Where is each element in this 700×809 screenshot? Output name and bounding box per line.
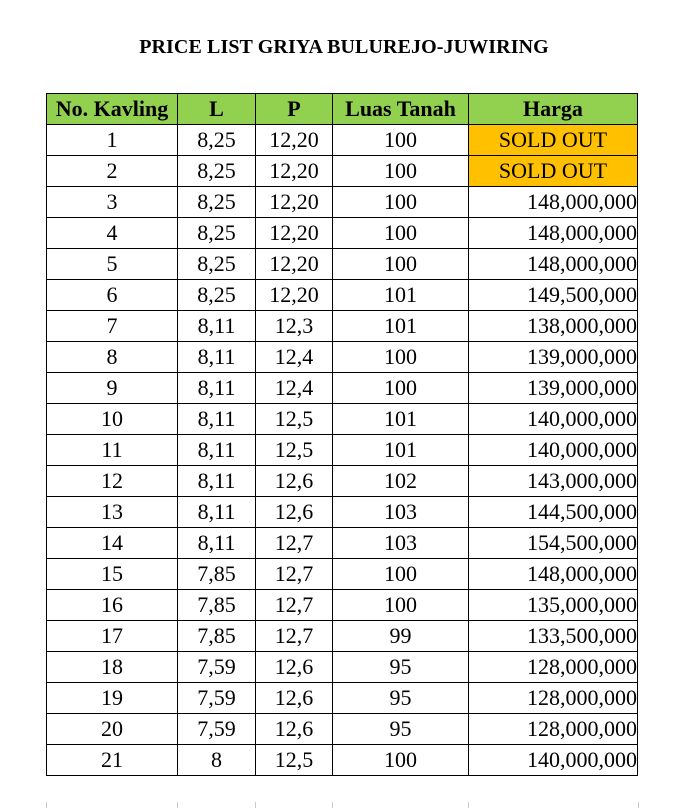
cell-harga-sold-out: SOLD OUT bbox=[469, 156, 638, 187]
cell-luas-tanah: 103 bbox=[333, 528, 469, 559]
price-table bbox=[46, 93, 638, 776]
table-row bbox=[47, 652, 638, 683]
cell-luas-tanah: 102 bbox=[333, 466, 469, 497]
table-row bbox=[47, 342, 638, 373]
cell-l: 8,11 bbox=[178, 373, 256, 404]
cell-l: 8 bbox=[178, 745, 256, 776]
cell-luas-tanah: 99 bbox=[333, 621, 469, 652]
cell-harga: 144,500,000 bbox=[469, 497, 638, 528]
cell-no-kavling: 19 bbox=[47, 683, 178, 714]
cell-l: 7,85 bbox=[178, 559, 256, 590]
cell-harga: 128,000,000 bbox=[469, 714, 638, 745]
cell-no-kavling: 2 bbox=[47, 156, 178, 187]
cell-no-kavling: 3 bbox=[47, 187, 178, 218]
cell-p: 12,7 bbox=[256, 621, 333, 652]
cell-l: 8,25 bbox=[178, 249, 256, 280]
cell-p: 12,20 bbox=[256, 218, 333, 249]
cell-p: 12,7 bbox=[256, 528, 333, 559]
cell-no-kavling: 14 bbox=[47, 528, 178, 559]
cell-l: 8,11 bbox=[178, 342, 256, 373]
gridline-tick bbox=[255, 802, 256, 808]
cell-luas-tanah: 101 bbox=[333, 280, 469, 311]
header-harga: Harga bbox=[469, 94, 638, 125]
cell-p: 12,5 bbox=[256, 435, 333, 466]
cell-harga-sold-out: SOLD OUT bbox=[469, 125, 638, 156]
cell-luas-tanah: 100 bbox=[333, 373, 469, 404]
cell-p: 12,7 bbox=[256, 559, 333, 590]
cell-l: 8,25 bbox=[178, 187, 256, 218]
cell-l: 8,11 bbox=[178, 435, 256, 466]
cell-harga: 154,500,000 bbox=[469, 528, 638, 559]
table-row bbox=[47, 621, 638, 652]
header-l: L bbox=[178, 94, 256, 125]
cell-harga: 140,000,000 bbox=[469, 745, 638, 776]
cell-harga: 148,000,000 bbox=[469, 249, 638, 280]
cell-no-kavling: 15 bbox=[47, 559, 178, 590]
table-row bbox=[47, 156, 638, 187]
cell-l: 8,11 bbox=[178, 404, 256, 435]
cell-p: 12,5 bbox=[256, 404, 333, 435]
cell-no-kavling: 11 bbox=[47, 435, 178, 466]
table-row bbox=[47, 373, 638, 404]
table-row bbox=[47, 249, 638, 280]
cell-no-kavling: 18 bbox=[47, 652, 178, 683]
cell-luas-tanah: 95 bbox=[333, 714, 469, 745]
cell-no-kavling: 4 bbox=[47, 218, 178, 249]
table-row bbox=[47, 497, 638, 528]
cell-p: 12,20 bbox=[256, 125, 333, 156]
table-row bbox=[47, 683, 638, 714]
cell-no-kavling: 1 bbox=[47, 125, 178, 156]
header-p: P bbox=[256, 94, 333, 125]
cell-p: 12,7 bbox=[256, 590, 333, 621]
cell-l: 7,85 bbox=[178, 621, 256, 652]
cell-harga: 148,000,000 bbox=[469, 218, 638, 249]
cell-no-kavling: 5 bbox=[47, 249, 178, 280]
cell-no-kavling: 8 bbox=[47, 342, 178, 373]
cell-l: 8,11 bbox=[178, 528, 256, 559]
cell-l: 8,11 bbox=[178, 311, 256, 342]
cell-harga: 139,000,000 bbox=[469, 373, 638, 404]
cell-luas-tanah: 100 bbox=[333, 156, 469, 187]
gridline-tick bbox=[638, 802, 639, 808]
table-row bbox=[47, 125, 638, 156]
cell-p: 12,20 bbox=[256, 156, 333, 187]
table-row bbox=[47, 280, 638, 311]
header-luas-tanah: Luas Tanah bbox=[333, 94, 469, 125]
cell-l: 8,11 bbox=[178, 466, 256, 497]
cell-l: 8,11 bbox=[178, 497, 256, 528]
cell-luas-tanah: 100 bbox=[333, 249, 469, 280]
cell-luas-tanah: 100 bbox=[333, 745, 469, 776]
cell-p: 12,20 bbox=[256, 249, 333, 280]
cell-l: 7,85 bbox=[178, 590, 256, 621]
cell-l: 8,25 bbox=[178, 125, 256, 156]
cell-luas-tanah: 100 bbox=[333, 218, 469, 249]
cell-luas-tanah: 101 bbox=[333, 311, 469, 342]
page-title: PRICE LIST GRIYA BULUREJO-JUWIRING bbox=[139, 36, 549, 58]
cell-luas-tanah: 100 bbox=[333, 187, 469, 218]
cell-harga: 133,500,000 bbox=[469, 621, 638, 652]
table-row bbox=[47, 590, 638, 621]
header-row bbox=[47, 94, 638, 125]
cell-harga: 143,000,000 bbox=[469, 466, 638, 497]
cell-p: 12,20 bbox=[256, 187, 333, 218]
cell-l: 8,25 bbox=[178, 280, 256, 311]
cell-no-kavling: 9 bbox=[47, 373, 178, 404]
sheet-gridline-ticks bbox=[46, 802, 641, 808]
table-row bbox=[47, 218, 638, 249]
cell-p: 12,4 bbox=[256, 373, 333, 404]
cell-l: 8,25 bbox=[178, 156, 256, 187]
cell-harga: 128,000,000 bbox=[469, 683, 638, 714]
cell-harga: 139,000,000 bbox=[469, 342, 638, 373]
cell-luas-tanah: 101 bbox=[333, 435, 469, 466]
cell-p: 12,6 bbox=[256, 652, 333, 683]
cell-luas-tanah: 100 bbox=[333, 559, 469, 590]
cell-luas-tanah: 101 bbox=[333, 404, 469, 435]
table-row bbox=[47, 435, 638, 466]
cell-p: 12,3 bbox=[256, 311, 333, 342]
cell-l: 7,59 bbox=[178, 714, 256, 745]
cell-no-kavling: 16 bbox=[47, 590, 178, 621]
cell-no-kavling: 17 bbox=[47, 621, 178, 652]
cell-no-kavling: 6 bbox=[47, 280, 178, 311]
cell-harga: 149,500,000 bbox=[469, 280, 638, 311]
cell-harga: 138,000,000 bbox=[469, 311, 638, 342]
cell-luas-tanah: 95 bbox=[333, 652, 469, 683]
cell-harga: 148,000,000 bbox=[469, 187, 638, 218]
table-row bbox=[47, 745, 638, 776]
cell-p: 12,4 bbox=[256, 342, 333, 373]
table-row bbox=[47, 714, 638, 745]
table-row bbox=[47, 404, 638, 435]
table-body bbox=[47, 125, 638, 776]
cell-luas-tanah: 100 bbox=[333, 590, 469, 621]
cell-p: 12,5 bbox=[256, 745, 333, 776]
cell-p: 12,6 bbox=[256, 714, 333, 745]
gridline-tick bbox=[468, 802, 469, 808]
header-no-kavling: No. Kavling bbox=[47, 94, 178, 125]
cell-p: 12,20 bbox=[256, 280, 333, 311]
table-row bbox=[47, 466, 638, 497]
gridline-tick bbox=[177, 802, 178, 808]
cell-harga: 128,000,000 bbox=[469, 652, 638, 683]
table-row bbox=[47, 311, 638, 342]
cell-no-kavling: 7 bbox=[47, 311, 178, 342]
cell-p: 12,6 bbox=[256, 466, 333, 497]
cell-no-kavling: 12 bbox=[47, 466, 178, 497]
cell-harga: 140,000,000 bbox=[469, 435, 638, 466]
cell-p: 12,6 bbox=[256, 683, 333, 714]
gridline-tick bbox=[332, 802, 333, 808]
gridline-tick bbox=[46, 802, 47, 808]
cell-l: 8,25 bbox=[178, 218, 256, 249]
cell-harga: 140,000,000 bbox=[469, 404, 638, 435]
cell-no-kavling: 21 bbox=[47, 745, 178, 776]
cell-l: 7,59 bbox=[178, 652, 256, 683]
cell-p: 12,6 bbox=[256, 497, 333, 528]
cell-luas-tanah: 95 bbox=[333, 683, 469, 714]
cell-no-kavling: 13 bbox=[47, 497, 178, 528]
cell-l: 7,59 bbox=[178, 683, 256, 714]
table-row bbox=[47, 559, 638, 590]
cell-luas-tanah: 100 bbox=[333, 125, 469, 156]
cell-harga: 148,000,000 bbox=[469, 559, 638, 590]
cell-no-kavling: 10 bbox=[47, 404, 178, 435]
cell-harga: 135,000,000 bbox=[469, 590, 638, 621]
table-row bbox=[47, 187, 638, 218]
cell-luas-tanah: 103 bbox=[333, 497, 469, 528]
cell-no-kavling: 20 bbox=[47, 714, 178, 745]
cell-luas-tanah: 100 bbox=[333, 342, 469, 373]
table-row bbox=[47, 528, 638, 559]
